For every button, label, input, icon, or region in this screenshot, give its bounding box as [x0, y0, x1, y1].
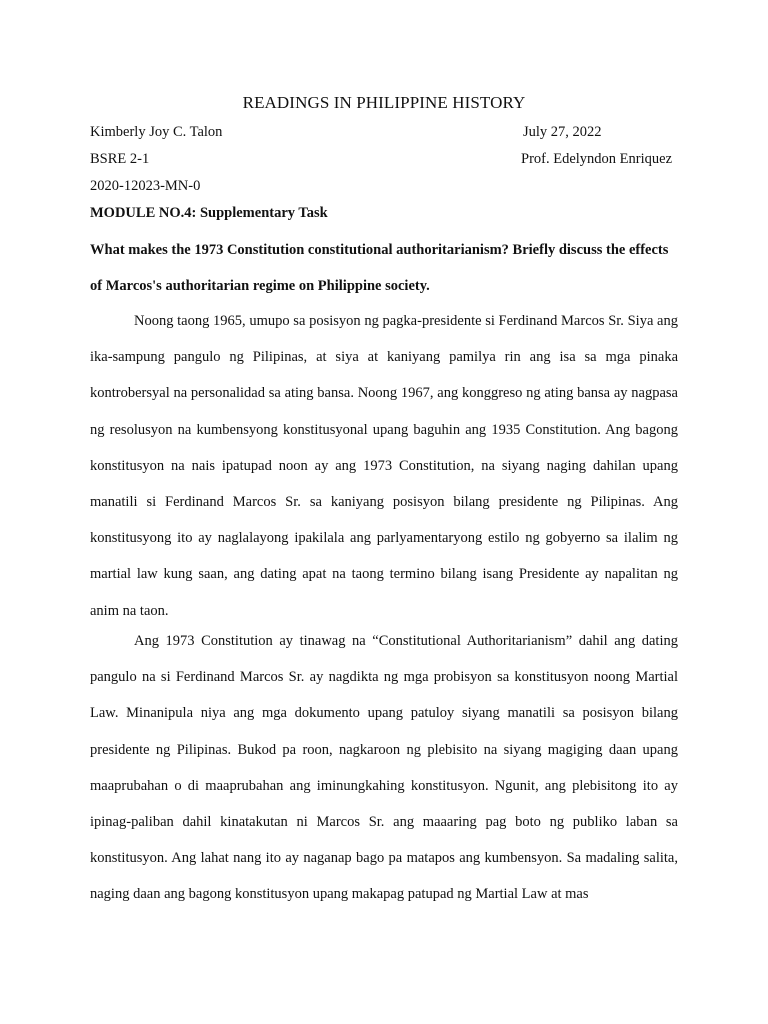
- question-text: What makes the 1973 Constitution constitutional authoritarianism? Briefly discuss the effects of Marcos's authoritarian regime on Philippine society.: [90, 242, 669, 294]
- section-label: BSRE 2-1: [90, 151, 150, 167]
- paragraph-2: Ang 1973 Constitution ay tinawag na “Constitutional Authoritarianism” dahil ang dating pangulo na si Ferdinand Marcos Sr. ay nagdikta ng mga probisyon sa konstitusyon noong Martial Law. Minanipula niya ang mga dokumento upang patuloy siyang manatili sa posisyon bilang presidente ng Pilipinas. Bukod pa roon, nagkaroon ng plebisito na siyang magiging daan upang maaprubahan o di maaprubahan ang iminungkahing konstitusyon. Ngunit, ang plebisitong ito ay ipinag-paliban dahil kinatakutan ni Marcos Sr. ang maaaring pag boto ng publiko laban sa konstitusyon. Ang lahat nang ito ay naganap bago pa matapos ang kumbensyon. Sa madaling salita, naging daan ang bagong konstitusyon upang makapag patupad ng Martial Law at mas: [90, 633, 678, 903]
- student-number: 2020-12023-MN-0: [90, 178, 201, 194]
- document-date: July 27, 2022: [523, 124, 602, 140]
- document-title: READINGS IN PHILIPPINE HISTORY: [242, 93, 526, 112]
- module-heading: MODULE NO.4: Supplementary Task: [90, 205, 328, 221]
- paragraph-1: Noong taong 1965, umupo sa posisyon ng pagka-presidente si Ferdinand Marcos Sr. Siya ang ika-sampung pangulo ng Pilipinas, at siya at kaniyang pamilya rin ang isa sa mga pinaka kontrobersyal na personalidad sa ating bansa. Noong 1967, ang konggreso ng ating bansa ay nagpasa ng resolusyon na kumbensyong konstitusyonal upang baguhin ang 1935 Constitution. Ang bagong konstitusyon na nais ipatupad noon ay ang 1973 Constitution, na siyang naging dahilan upang manatili si Ferdinand Marcos Sr. sa kaniyang posisyon bilang presidente ng Pilipinas. Ang konstitusyong ito ay naglalayong ipakilala ang parlyamentaryong estilo ng gobyerno sa ilalim ng martial law kung saan, ang dating apat na taong termino bilang isang Presidente ay napalitan ng anim na taon.: [90, 313, 678, 619]
- author-name: Kimberly Joy C. Talon: [90, 124, 223, 140]
- professor-name: Prof. Edelyndon Enriquez: [521, 151, 673, 167]
